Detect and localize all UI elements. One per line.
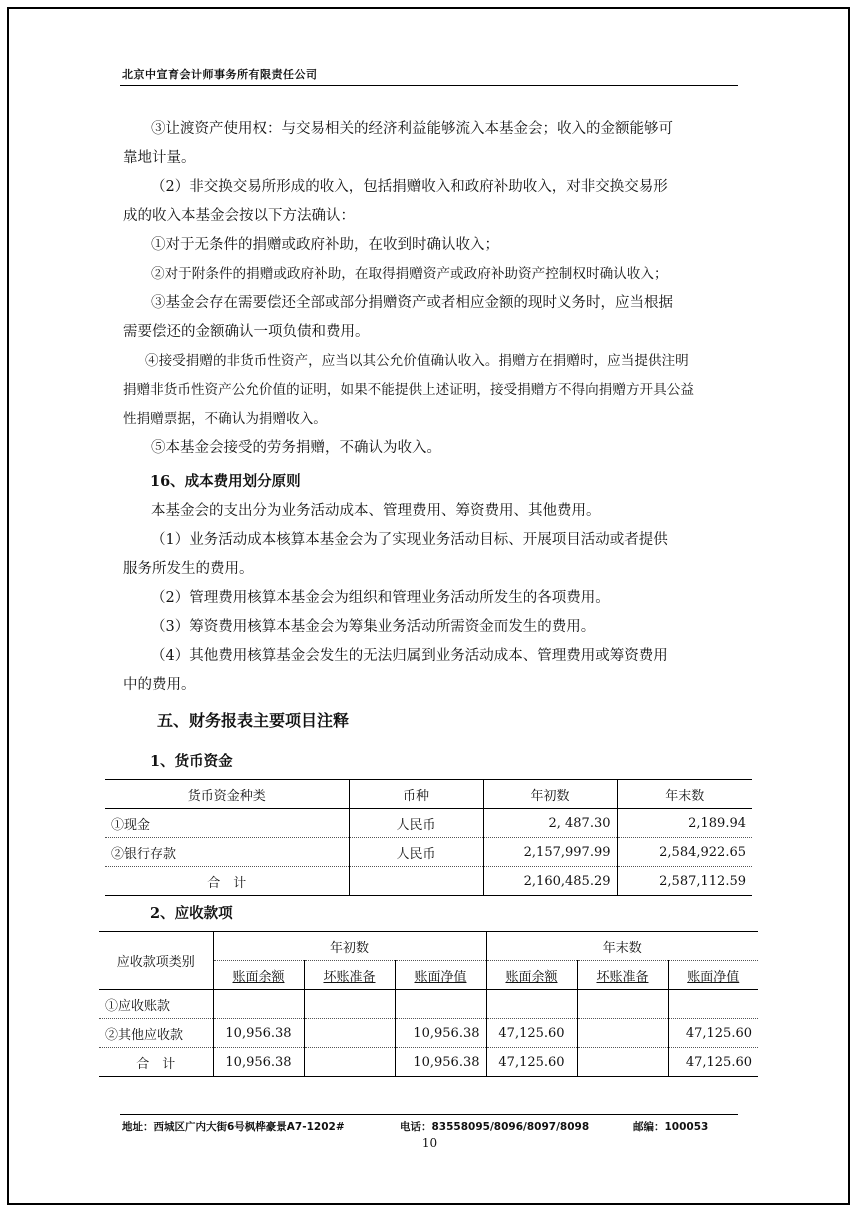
column-header: 应收款项类别 bbox=[99, 932, 213, 990]
header-rule bbox=[120, 85, 738, 86]
table-cell bbox=[304, 1048, 395, 1077]
column-header: 年末数 bbox=[617, 780, 752, 809]
column-group-header: 年初数 bbox=[213, 932, 486, 961]
table-row bbox=[105, 838, 752, 867]
footer-postcode: 邮编：100053 bbox=[633, 1121, 709, 1133]
table-cell: 合 计 bbox=[99, 1048, 213, 1077]
paragraph: ③基金会存在需要偿还全部或部分捐赠资产或者相应金额的现时义务时，应当根据 bbox=[151, 295, 673, 311]
section-heading: 2、应收款项 bbox=[150, 905, 233, 922]
section-heading: 1、货币资金 bbox=[150, 753, 233, 770]
table-cell: 47,125.60 bbox=[668, 1048, 758, 1077]
paragraph: 成的收入本基金会按以下方法确认： bbox=[123, 208, 355, 224]
table-cell: 合 计 bbox=[105, 867, 349, 896]
paragraph: 本基金会的支出分为业务活动成本、管理费用、筹资费用、其他费用。 bbox=[151, 503, 601, 519]
column-header: 账面净值 bbox=[395, 961, 486, 990]
table-cell bbox=[577, 1048, 668, 1077]
column-header: 账面余额 bbox=[486, 961, 577, 990]
table-cell: 47,125.60 bbox=[486, 1048, 577, 1077]
table-cell: 10,956.38 bbox=[395, 1019, 486, 1048]
table-cell: 2, 487.30 bbox=[483, 809, 617, 838]
table-cell: 10,956.38 bbox=[213, 1048, 304, 1077]
footer-phone: 电话：83558095/8096/8097/8098 bbox=[400, 1121, 590, 1133]
paragraph: ②对于附条件的捐赠或政府补助，在取得捐赠资产或政府补助资产控制权时确认收入； bbox=[151, 266, 668, 282]
paragraph: ④接受捐赠的非货币性资产，应当以其公允价值确认收入。捐赠方在捐赠时，应当提供注明 bbox=[145, 353, 689, 369]
paragraph: 捐赠非货币性资产公允价值的证明，如果不能提供上述证明，接受捐赠方不得向捐赠方开具公益 bbox=[123, 382, 694, 398]
paragraph: 性捐赠票据，不确认为捐赠收入。 bbox=[123, 411, 327, 427]
paragraph: （2）非交换交易所形成的收入，包括捐赠收入和政府补助收入，对非交换交易形 bbox=[151, 179, 668, 195]
paragraph: ⑤本基金会接受的劳务捐赠，不确认为收入。 bbox=[151, 440, 441, 456]
paragraph: 中的费用。 bbox=[123, 677, 196, 693]
table-cell: 2,157,997.99 bbox=[483, 838, 617, 867]
column-header: 坏账准备 bbox=[577, 961, 668, 990]
paragraph: 需要偿还的金额确认一项负债和费用。 bbox=[123, 324, 370, 340]
table-cell: ①应收账款 bbox=[99, 990, 213, 1019]
table-cell bbox=[213, 990, 304, 1019]
paragraph: 服务所发生的费用。 bbox=[123, 561, 254, 577]
cash-table bbox=[105, 779, 752, 896]
paragraph: （2）管理费用核算本基金会为组织和管理业务活动所发生的各项费用。 bbox=[151, 590, 610, 606]
column-header: 账面净值 bbox=[668, 961, 758, 990]
table-total-row bbox=[105, 867, 752, 896]
paragraph: 靠地计量。 bbox=[123, 150, 196, 166]
paragraph: （1）业务活动成本核算本基金会为了实现业务活动目标、开展项目活动或者提供 bbox=[151, 532, 668, 548]
table-cell: 2,160,485.29 bbox=[483, 867, 617, 896]
receivables-table bbox=[99, 931, 758, 1077]
table-cell: 2,587,112.59 bbox=[617, 867, 752, 896]
column-header: 年初数 bbox=[483, 780, 617, 809]
table-cell: ①现金 bbox=[105, 809, 349, 838]
section-heading: 16、成本费用划分原则 bbox=[150, 473, 301, 490]
table-header-row bbox=[99, 932, 758, 961]
column-header: 货币资金种类 bbox=[105, 780, 349, 809]
column-group-header: 年末数 bbox=[486, 932, 758, 961]
paragraph: （4）其他费用核算基金会发生的无法归属到业务活动成本、管理费用或筹资费用 bbox=[151, 648, 668, 664]
table-cell bbox=[304, 1019, 395, 1048]
column-header: 账面余额 bbox=[213, 961, 304, 990]
column-header: 币种 bbox=[349, 780, 483, 809]
firm-header: 北京中宣育会计师事务所有限责任公司 bbox=[122, 68, 318, 81]
table-cell bbox=[349, 867, 483, 896]
table-cell: 2,189.94 bbox=[617, 809, 752, 838]
page-number: 10 bbox=[421, 1136, 438, 1150]
column-header: 坏账准备 bbox=[304, 961, 395, 990]
paragraph: ③让渡资产使用权：与交易相关的经济利益能够流入本基金会；收入的金额能够可 bbox=[151, 121, 673, 137]
table-cell: 人民币 bbox=[349, 809, 483, 838]
table-cell bbox=[668, 990, 758, 1019]
chapter-heading: 五、财务报表主要项目注释 bbox=[157, 711, 350, 730]
table-cell: 2,584,922.65 bbox=[617, 838, 752, 867]
table-header-row bbox=[105, 780, 752, 809]
table-cell: 10,956.38 bbox=[213, 1019, 304, 1048]
footer-address: 地址：西城区广内大街6号枫桦豪景A7-1202# bbox=[122, 1121, 345, 1133]
table-cell bbox=[486, 990, 577, 1019]
table-total-row bbox=[99, 1048, 758, 1077]
table-cell: 10,956.38 bbox=[395, 1048, 486, 1077]
paragraph: ①对于无条件的捐赠或政府补助，在收到时确认收入； bbox=[151, 237, 499, 253]
table-cell bbox=[395, 990, 486, 1019]
table-cell: 人民币 bbox=[349, 838, 483, 867]
table-cell bbox=[577, 1019, 668, 1048]
table-cell: 47,125.60 bbox=[668, 1019, 758, 1048]
table-cell bbox=[577, 990, 668, 1019]
table-cell: 47,125.60 bbox=[486, 1019, 577, 1048]
table-row bbox=[99, 1019, 758, 1048]
footer-rule bbox=[120, 1114, 738, 1115]
table-cell: ②银行存款 bbox=[105, 838, 349, 867]
paragraph: （3）筹资费用核算本基金会为筹集业务活动所需资金而发生的费用。 bbox=[151, 619, 596, 635]
table-row bbox=[105, 809, 752, 838]
table-row bbox=[99, 990, 758, 1019]
table-cell: ②其他应收款 bbox=[99, 1019, 213, 1048]
table-cell bbox=[304, 990, 395, 1019]
